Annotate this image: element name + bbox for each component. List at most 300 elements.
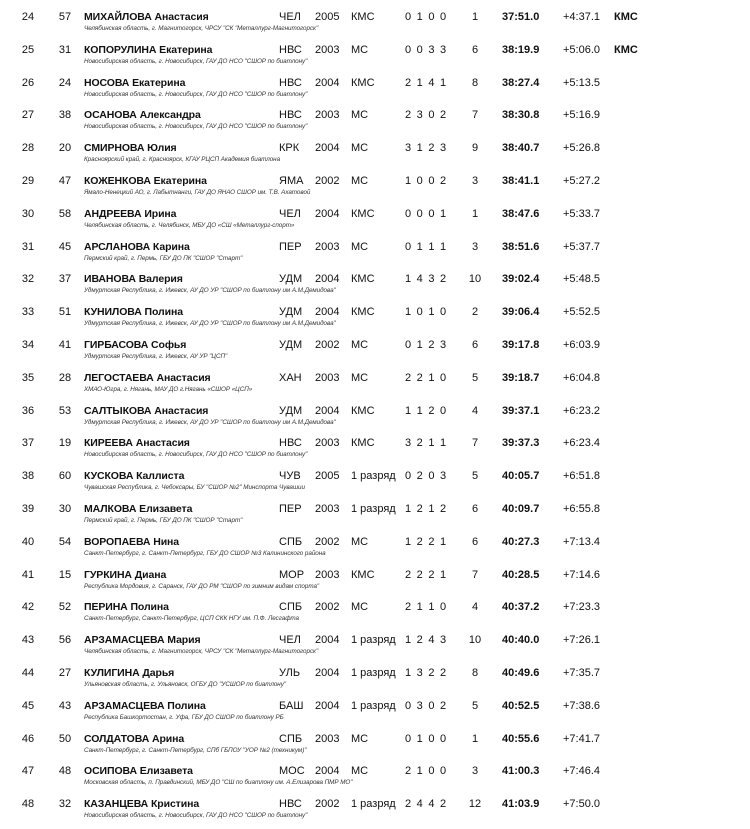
time-behind: +7:13.4 <box>563 535 601 548</box>
bib-number: 58 <box>58 207 72 220</box>
penalty-total: 12 <box>468 798 482 811</box>
finish-time: 40:09.7 <box>502 502 540 515</box>
time-behind: +7:14.6 <box>563 568 601 581</box>
penalty-total: 3 <box>471 765 479 778</box>
athlete-organization: Новосибирская область, г. Новосибирск, ГАУ ДО НСО "СШОР по биатлону" <box>84 57 308 65</box>
bib-number: 60 <box>58 470 72 483</box>
place-cell: 41 <box>21 568 35 581</box>
region-code: УЛЬ <box>279 666 301 679</box>
athlete-name: КАЗАНЦЕВА Кристина <box>84 798 200 811</box>
athlete-organization: Новосибирская область, г. Новосибирск, ГАУ ДО НСО "СШОР по биатлону" <box>84 123 308 131</box>
athlete-name: ИВАНОВА Валерия <box>84 273 183 286</box>
bib-number: 20 <box>58 142 72 155</box>
penalty-total: 6 <box>471 338 479 351</box>
finish-time: 40:27.3 <box>502 535 540 548</box>
bib-number: 54 <box>58 535 72 548</box>
bib-number: 53 <box>58 404 72 417</box>
penalty-total: 5 <box>471 699 479 712</box>
sport-category: 1 разряд <box>351 502 396 515</box>
place-cell: 45 <box>21 699 35 712</box>
sport-category: МС <box>351 109 369 122</box>
time-behind: +5:13.5 <box>563 76 601 89</box>
place-cell: 34 <box>21 338 35 351</box>
athlete-organization: Санкт-Петербург, г. Санкт-Петербург, ГБУ ДО СШОР №3 Калининского района <box>84 549 326 557</box>
penalty-total: 1 <box>471 11 479 23</box>
athlete-name: КИРЕЕВА Анастасия <box>84 437 190 450</box>
athlete-name: КОПОРУЛИНА Екатерина <box>84 43 213 56</box>
birth-year: 2003 <box>315 240 340 253</box>
bib-number: 51 <box>58 306 72 319</box>
athlete-name: МИХАЙЛОВА Анастасия <box>84 11 209 23</box>
birth-year: 2002 <box>315 174 340 187</box>
shooting-misses: 3 2 1 1 <box>405 437 447 450</box>
shooting-misses: 1 1 2 0 <box>405 404 447 417</box>
birth-year: 2004 <box>315 207 340 220</box>
sport-category: МС <box>351 240 369 253</box>
athlete-organization: Удмуртская Республика, г. Ижевск, АУ ДО УР "СШОР по биатлону им А.М.Демидова" <box>84 418 336 426</box>
finish-time: 40:28.5 <box>502 568 540 581</box>
birth-year: 2004 <box>315 666 340 679</box>
athlete-name: МАЛКОВА Елизавета <box>84 502 193 515</box>
athlete-name: ПЕРИНА Полина <box>84 601 169 614</box>
shooting-misses: 1 2 1 2 <box>405 502 447 515</box>
region-code: НВС <box>279 437 302 450</box>
finish-time: 37:51.0 <box>502 11 540 23</box>
place-cell: 37 <box>21 437 35 450</box>
time-behind: +6:23.2 <box>563 404 601 417</box>
place-cell: 32 <box>21 273 35 286</box>
bib-number: 28 <box>58 371 72 384</box>
finish-time: 38:41.1 <box>502 174 540 187</box>
region-code: ЧУВ <box>279 470 301 483</box>
place-cell: 26 <box>21 76 35 89</box>
finish-time: 38:30.8 <box>502 109 540 122</box>
sport-category: КМС <box>351 273 375 286</box>
birth-year: 2004 <box>315 634 340 647</box>
birth-year: 2002 <box>315 338 340 351</box>
result-row <box>0 137 750 170</box>
birth-year: 2005 <box>315 470 340 483</box>
region-code: УДМ <box>279 306 303 319</box>
shooting-misses: 1 3 2 2 <box>405 666 447 679</box>
penalty-total: 6 <box>471 502 479 515</box>
birth-year: 2003 <box>315 371 340 384</box>
time-behind: +5:06.0 <box>563 43 601 56</box>
sport-category: МС <box>351 765 369 778</box>
place-cell: 40 <box>21 535 35 548</box>
result-row <box>0 39 750 72</box>
result-row <box>0 6 750 39</box>
sport-category: КМС <box>351 11 375 23</box>
penalty-total: 1 <box>471 207 479 220</box>
finish-time: 41:00.3 <box>502 765 540 778</box>
penalty-total: 6 <box>471 535 479 548</box>
shooting-misses: 2 3 0 2 <box>405 109 447 122</box>
sport-category: МС <box>351 338 369 351</box>
finish-time: 40:37.2 <box>502 601 540 614</box>
penalty-total: 4 <box>471 404 479 417</box>
place-cell: 33 <box>21 306 35 319</box>
athlete-organization: Московская область, п. Правдинский, МБУ ДО "СШ по биатлону им. А.Елизарова ПМР МО" <box>84 779 353 787</box>
penalty-total: 1 <box>471 732 479 745</box>
athlete-name: СОЛДАТОВА Арина <box>84 732 185 745</box>
region-code: ЧЕЛ <box>279 634 301 647</box>
results-table <box>0 6 750 826</box>
bib-number: 37 <box>58 273 72 286</box>
bib-number: 32 <box>58 798 72 811</box>
region-code: ПЕР <box>279 240 302 253</box>
result-row <box>0 367 750 400</box>
penalty-total: 3 <box>471 240 479 253</box>
sport-category: КМС <box>351 207 375 220</box>
shooting-misses: 2 2 2 1 <box>405 568 447 581</box>
result-row <box>0 236 750 269</box>
birth-year: 2004 <box>315 76 340 89</box>
place-cell: 30 <box>21 207 35 220</box>
athlete-name: КУНИЛОВА Полина <box>84 306 183 319</box>
qualification-awarded: КМС <box>614 43 638 56</box>
result-row <box>0 662 750 695</box>
bib-number: 24 <box>58 76 72 89</box>
place-cell: 36 <box>21 404 35 417</box>
result-row <box>0 170 750 203</box>
athlete-name: ЛЕГОСТАЕВА Анастасия <box>84 371 211 384</box>
result-row <box>0 793 750 826</box>
result-row <box>0 498 750 531</box>
bib-number: 52 <box>58 601 72 614</box>
birth-year: 2002 <box>315 798 340 811</box>
penalty-total: 2 <box>471 306 479 319</box>
shooting-misses: 2 1 0 0 <box>405 765 447 778</box>
finish-time: 38:40.7 <box>502 142 540 155</box>
result-row <box>0 268 750 301</box>
region-code: МОР <box>279 568 305 581</box>
time-behind: +5:37.7 <box>563 240 601 253</box>
shooting-misses: 2 4 4 2 <box>405 798 447 811</box>
region-code: МОС <box>279 765 305 778</box>
time-behind: +7:41.7 <box>563 732 601 745</box>
birth-year: 2002 <box>315 535 340 548</box>
athlete-name: КУСКОВА Каллиста <box>84 470 185 483</box>
athlete-organization: Новосибирская область, г. Новосибирск, ГАУ ДО НСО "СШОР по биатлону" <box>84 90 308 98</box>
finish-time: 40:40.0 <box>502 634 540 647</box>
finish-time: 39:06.4 <box>502 306 540 319</box>
time-behind: +6:04.8 <box>563 371 601 384</box>
penalty-total: 6 <box>471 43 479 56</box>
athlete-organization: Челябинская область, г. Магнитогорск, ЧРСУ "СК "Металлург-Магнитогорск" <box>84 648 319 656</box>
athlete-organization: Челябинская область, г. Магнитогорск, ЧРСУ "СК "Металлург-Магнитогорск" <box>84 25 319 32</box>
bib-number: 38 <box>58 109 72 122</box>
athlete-name: АНДРЕЕВА Ирина <box>84 207 177 220</box>
shooting-misses: 1 0 0 2 <box>405 174 447 187</box>
sport-category: МС <box>351 43 369 56</box>
sport-category: 1 разряд <box>351 699 396 712</box>
athlete-name: АРСЛАНОВА Карина <box>84 240 190 253</box>
shooting-misses: 1 2 2 1 <box>405 535 447 548</box>
qualification-awarded: КМС <box>614 11 638 23</box>
time-behind: +7:23.3 <box>563 601 601 614</box>
athlete-organization: Республика Мордовия, г. Саранск, ГАУ ДО РМ "СШОР по зимним видам спорта" <box>84 582 320 590</box>
athlete-organization: Удмуртская Республика, г. Ижевск, АУ УР "ЦСП" <box>84 352 228 360</box>
athlete-organization: Санкт-Петербург, г. Санкт-Петербург, СПб ГБПОУ "УОР №2 (техникум)" <box>84 746 307 754</box>
place-cell: 31 <box>21 240 35 253</box>
result-row <box>0 596 750 629</box>
athlete-organization: Пермский край, г. Пермь, ГБУ ДО ПК "СШОР "Старт" <box>84 516 243 524</box>
athlete-name: КОЖЕНКОВА Екатерина <box>84 174 207 187</box>
athlete-name: СМИРНОВА Юлия <box>84 142 177 155</box>
time-behind: +7:50.0 <box>563 798 601 811</box>
shooting-misses: 2 2 1 0 <box>405 371 447 384</box>
place-cell: 25 <box>21 43 35 56</box>
penalty-total: 5 <box>471 371 479 384</box>
penalty-total: 10 <box>468 634 482 647</box>
place-cell: 44 <box>21 666 35 679</box>
penalty-total: 10 <box>468 273 482 286</box>
region-code: НВС <box>279 109 302 122</box>
bib-number: 47 <box>58 174 72 187</box>
shooting-misses: 1 4 3 2 <box>405 273 447 286</box>
shooting-misses: 2 1 4 1 <box>405 76 447 89</box>
athlete-organization: ХМАО-Югра, г. Нягань, МАУ ДО г.Нягань «СШОР «ЦСП» <box>84 385 253 393</box>
finish-time: 40:55.6 <box>502 732 540 745</box>
region-code: НВС <box>279 43 302 56</box>
region-code: БАШ <box>279 699 304 712</box>
sport-category: МС <box>351 535 369 548</box>
result-row <box>0 203 750 236</box>
place-cell: 39 <box>21 502 35 515</box>
shooting-misses: 0 1 1 1 <box>405 240 447 253</box>
region-code: ЧЕЛ <box>279 11 301 23</box>
region-code: КРК <box>279 142 300 155</box>
athlete-organization: Ямало-Ненецкий АО, г. Лабытнанги, ГАУ ДО ЯНАО СШОР им. Т.В. Ахатовой <box>84 188 311 196</box>
shooting-misses: 0 0 0 1 <box>405 207 447 220</box>
region-code: ЯМА <box>279 174 304 187</box>
finish-time: 40:49.6 <box>502 666 540 679</box>
athlete-name: ГИРБАСОВА Софья <box>84 338 187 351</box>
bib-number: 57 <box>58 11 72 23</box>
region-code: СПБ <box>279 601 303 614</box>
athlete-name: НОСОВА Екатерина <box>84 76 186 89</box>
result-row <box>0 400 750 433</box>
result-row <box>0 104 750 137</box>
birth-year: 2003 <box>315 502 340 515</box>
bib-number: 43 <box>58 699 72 712</box>
finish-time: 38:51.6 <box>502 240 540 253</box>
birth-year: 2002 <box>315 601 340 614</box>
sport-category: КМС <box>351 76 375 89</box>
sport-category: КМС <box>351 437 375 450</box>
birth-year: 2003 <box>315 109 340 122</box>
bib-number: 56 <box>58 634 72 647</box>
region-code: ХАН <box>279 371 302 384</box>
time-behind: +6:55.8 <box>563 502 601 515</box>
athlete-organization: Новосибирская область, г. Новосибирск, ГАУ ДО НСО "СШОР по биатлону" <box>84 812 308 820</box>
finish-time: 38:27.4 <box>502 76 540 89</box>
athlete-name: КУЛИГИНА Дарья <box>84 666 175 679</box>
finish-time: 39:17.8 <box>502 338 540 351</box>
bib-number: 27 <box>58 666 72 679</box>
penalty-total: 7 <box>471 568 479 581</box>
athlete-organization: Красноярский край, г. Красноярск, КГАУ РЦСП Академия биатлона <box>84 156 281 164</box>
region-code: НВС <box>279 798 302 811</box>
athlete-name: САЛТЫКОВА Анастасия <box>84 404 209 417</box>
birth-year: 2004 <box>315 306 340 319</box>
athlete-organization: Челябинская область, г. Челябинск, МБУ ДО «СШ «Металлург-спорт» <box>84 221 295 229</box>
result-row <box>0 728 750 761</box>
time-behind: +5:26.8 <box>563 142 601 155</box>
penalty-total: 4 <box>471 601 479 614</box>
athlete-organization: Республика Башкортостан, г. Уфа, ГБУ ДО СШОР по биатлону РБ <box>84 713 284 721</box>
finish-time: 40:05.7 <box>502 470 540 483</box>
birth-year: 2004 <box>315 142 340 155</box>
region-code: НВС <box>279 76 302 89</box>
finish-time: 40:52.5 <box>502 699 540 712</box>
bib-number: 50 <box>58 732 72 745</box>
birth-year: 2004 <box>315 404 340 417</box>
result-row <box>0 432 750 465</box>
place-cell: 27 <box>21 109 35 122</box>
shooting-misses: 0 3 0 2 <box>405 699 447 712</box>
region-code: УДМ <box>279 404 303 417</box>
penalty-total: 5 <box>471 470 479 483</box>
sport-category: МС <box>351 732 369 745</box>
birth-year: 2003 <box>315 43 340 56</box>
sport-category: КМС <box>351 306 375 319</box>
finish-time: 38:47.6 <box>502 207 540 220</box>
athlete-organization: Чувашская Республика, г. Чебоксары, БУ "СШОР №2" Минспорта Чувашии <box>84 484 305 492</box>
bib-number: 30 <box>58 502 72 515</box>
time-behind: +5:52.5 <box>563 306 601 319</box>
region-code: ПЕР <box>279 502 302 515</box>
bib-number: 45 <box>58 240 72 253</box>
time-behind: +5:27.2 <box>563 174 601 187</box>
athlete-name: ВОРОПАЕВА Нина <box>84 535 180 548</box>
time-behind: +7:46.4 <box>563 765 601 778</box>
athlete-name: АРЗАМАСЦЕВА Мария <box>84 634 201 647</box>
time-behind: +4:37.1 <box>563 11 601 23</box>
athlete-name: АРЗАМАСЦЕВА Полина <box>84 699 206 712</box>
athlete-organization: Удмуртская Республика, г. Ижевск, АУ ДО УР "СШОР по биатлону им А.М.Демидова" <box>84 320 336 328</box>
bib-number: 15 <box>58 568 72 581</box>
place-cell: 29 <box>21 174 35 187</box>
athlete-organization: Ульяновская область, г. Ульяновск, ОГБУ ДО "УСШОР по биатлону" <box>84 680 286 688</box>
sport-category: МС <box>351 371 369 384</box>
sport-category: МС <box>351 174 369 187</box>
athlete-name: ГУРКИНА Диана <box>84 568 167 581</box>
penalty-total: 9 <box>471 142 479 155</box>
time-behind: +7:38.6 <box>563 699 601 712</box>
sport-category: МС <box>351 601 369 614</box>
region-code: УДМ <box>279 338 303 351</box>
place-cell: 28 <box>21 142 35 155</box>
birth-year: 2003 <box>315 437 340 450</box>
region-code: ЧЕЛ <box>279 207 301 220</box>
shooting-misses: 2 1 1 0 <box>405 601 447 614</box>
time-behind: +6:23.4 <box>563 437 601 450</box>
place-cell: 48 <box>21 798 35 811</box>
time-behind: +6:51.8 <box>563 470 601 483</box>
sport-category: 1 разряд <box>351 634 396 647</box>
shooting-misses: 0 1 2 3 <box>405 338 447 351</box>
penalty-total: 7 <box>471 437 479 450</box>
result-row <box>0 564 750 597</box>
shooting-misses: 3 1 2 3 <box>405 142 447 155</box>
region-code: СПБ <box>279 732 303 745</box>
shooting-misses: 0 1 0 0 <box>405 732 447 745</box>
athlete-name: ОСИПОВА Елизавета <box>84 765 193 778</box>
place-cell: 38 <box>21 470 35 483</box>
place-cell: 35 <box>21 371 35 384</box>
result-row <box>0 760 750 793</box>
athlete-organization: Удмуртская Республика, г. Ижевск, АУ ДО УР "СШОР по биатлону им А.М.Демидова" <box>84 287 336 295</box>
finish-time: 39:02.4 <box>502 273 540 286</box>
birth-year: 2003 <box>315 568 340 581</box>
bib-number: 48 <box>58 765 72 778</box>
athlete-organization: Новосибирская область, г. Новосибирск, ГАУ ДО НСО "СШОР по биатлону" <box>84 451 308 459</box>
time-behind: +7:26.1 <box>563 634 601 647</box>
athlete-organization: Санкт-Петербург, Санкт-Петербург, ЦСП СКК НГУ им. П.Ф. Лесгафта <box>84 615 300 623</box>
time-behind: +5:33.7 <box>563 207 601 220</box>
shooting-misses: 0 0 3 3 <box>405 43 447 56</box>
sport-category: 1 разряд <box>351 470 396 483</box>
result-row <box>0 334 750 367</box>
penalty-total: 8 <box>471 666 479 679</box>
birth-year: 2004 <box>315 699 340 712</box>
time-behind: +5:48.5 <box>563 273 601 286</box>
finish-time: 38:19.9 <box>502 43 540 56</box>
place-cell: 46 <box>21 732 35 745</box>
result-row <box>0 72 750 105</box>
athlete-organization: Пермский край, г. Пермь, ГБУ ДО ПК "СШОР "Старт" <box>84 254 243 262</box>
region-code: СПБ <box>279 535 303 548</box>
result-row <box>0 629 750 662</box>
birth-year: 2004 <box>315 273 340 286</box>
result-row <box>0 301 750 334</box>
place-cell: 42 <box>21 601 35 614</box>
penalty-total: 7 <box>471 109 479 122</box>
sport-category: 1 разряд <box>351 666 396 679</box>
sport-category: 1 разряд <box>351 798 396 811</box>
place-cell: 24 <box>21 11 35 23</box>
sport-category: КМС <box>351 568 375 581</box>
finish-time: 41:03.9 <box>502 798 540 811</box>
result-row <box>0 465 750 498</box>
bib-number: 41 <box>58 338 72 351</box>
penalty-total: 8 <box>471 76 479 89</box>
sport-category: КМС <box>351 404 375 417</box>
region-code: УДМ <box>279 273 303 286</box>
place-cell: 47 <box>21 765 35 778</box>
shooting-misses: 1 0 1 0 <box>405 306 447 319</box>
shooting-misses: 0 1 0 0 <box>405 11 447 23</box>
time-behind: +5:16.9 <box>563 109 601 122</box>
sport-category: МС <box>351 142 369 155</box>
birth-year: 2004 <box>315 765 340 778</box>
time-behind: +6:03.9 <box>563 338 601 351</box>
finish-time: 39:37.3 <box>502 437 540 450</box>
result-row <box>0 695 750 728</box>
shooting-misses: 0 2 0 3 <box>405 470 447 483</box>
birth-year: 2003 <box>315 732 340 745</box>
time-behind: +7:35.7 <box>563 666 601 679</box>
finish-time: 39:18.7 <box>502 371 540 384</box>
penalty-total: 3 <box>471 174 479 187</box>
finish-time: 39:37.1 <box>502 404 540 417</box>
result-row <box>0 531 750 564</box>
bib-number: 19 <box>58 437 72 450</box>
shooting-misses: 1 2 4 3 <box>405 634 447 647</box>
birth-year: 2005 <box>315 11 340 23</box>
